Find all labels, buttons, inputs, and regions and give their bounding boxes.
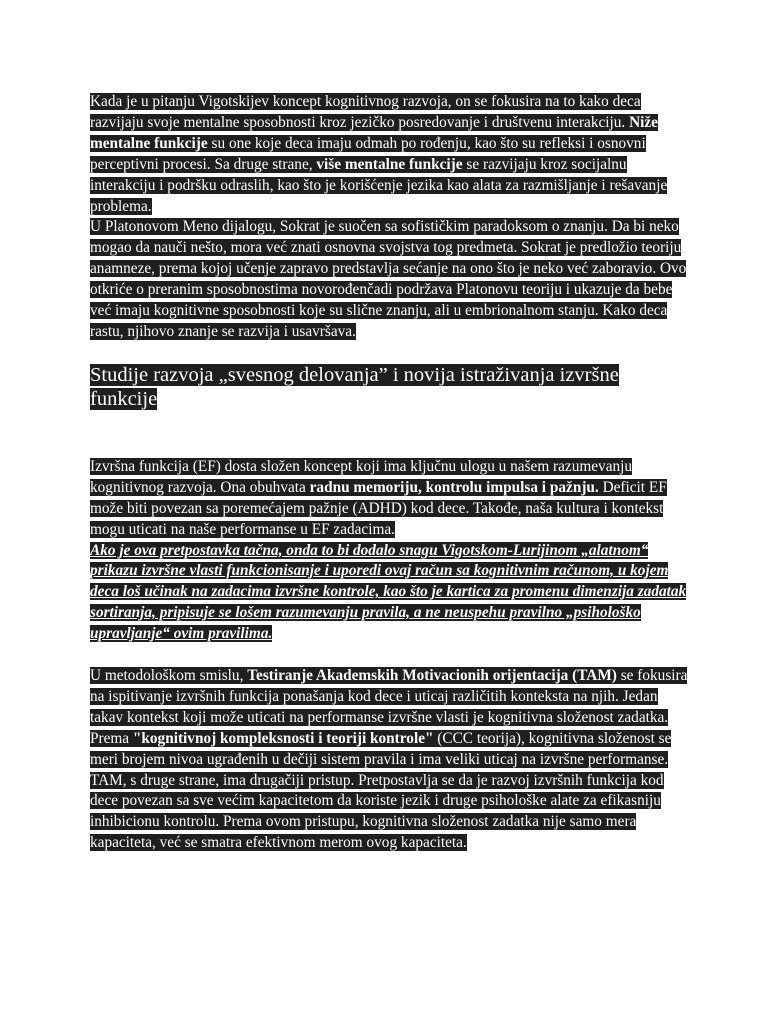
paragraph-vygotsky-luria-hypothesis <box>90 541 690 646</box>
bold-term-tam: Testiranje Akademskih Motivacionih orijentacija (TAM) <box>247 667 617 685</box>
text-run: TAM, s druge strane, ima drugačiji pristup. Pretpostavlja se da je razvoj izvršnih funkcija kod dece povezan sa sve većim kapacitetom da koriste jezik i druge psihološke alate za efikasniju inhibicionu kontrolu. Prema ovom pristupu, kognitivna složenost zadatka nije samo mera kapaciteta, već se smatra efektivnom merom ovog kapaciteta. <box>90 771 664 852</box>
paragraph-tam-methodology <box>90 666 690 771</box>
text-run: Kada je u pitanju Vigotskijev koncept kognitivnog razvoja, on se fokusira na to kako deca razvijaju svoje mentalne sposobnosti kroz jezičko posredovanje i društvenu interakciju. <box>90 93 641 131</box>
emphasized-text: Ako je ova pretpostavka tačna, onda to bi dodalo snagu Vigotskom-Lurijinom „alatnom“ prikazu izvršne vlasti funkcionisanje i uporedi ovaj račun sa kognitivnim računom, u kojem deca loš učinak na zadacima izvršne kontrole, kao što je kartica za promenu dimenzija zadatak sortiranja, pripisuje se lošem razumevanju pravila, a ne neuspehu pravilno „psihološko upravljanje“ ovim pravilima. <box>90 541 687 643</box>
text-run: U metodološkom smislu, <box>90 667 248 685</box>
bold-term-working-memory: radnu memoriju, kontrolu impulsa i pažnju. <box>309 478 599 496</box>
text-run: Izvršna funkcija (EF) dosta složen koncept koji ima ključnu ulogu u našem razumevanju kognitivnog razvoja. Ona obuhvata <box>90 457 633 496</box>
text-run: se razvijaju kroz socijalnu interakciju i podršku odraslih, kao što je korišćenje jezika kao alata za razmišljanje i rešavanje problema. <box>90 155 668 215</box>
paragraph-executive-function <box>90 457 690 541</box>
paragraph-plato-meno <box>90 217 690 342</box>
text-run: (CCC teorija), kognitivna složenost se meri brojem nivoa ugrađenih u dečiji sistem pravila i ima veliki uticaj na izvršne performanse. <box>90 729 672 768</box>
heading-text: Studije razvoja „svesnog delovanja” i novija istraživanja izvršne funkcije <box>90 363 619 410</box>
document-body <box>90 92 690 854</box>
text-run: Deficit EF može biti povezan sa poremećajem pažnje (ADHD) kod dece. Takođe, naša kultura i kontekst mogu uticati na naše performanse u EF zadacima. <box>90 478 667 538</box>
spacer <box>90 411 690 457</box>
text-run: U Platonovom Meno dijalogu, Sokrat je suočen sa sofističkim paradoksom o znanju. Da bi neko mogao da nauči nešto, mora već znati osnovna svojstva tog predmeta. Sokrat je predložio teoriju anamneze, prema kojoj učenje zapravo predstavlja sećanje na ono što je neko već zaboravio. Ovo otkriće o preranim sposobnostima novorođenčadi podržava Platonovu teoriju i ukazuje da bebe već imaju kognitivne sposobnosti koje su slične znanju, ali u embrionalnom stanju. Kako deca rastu, njihovo znanje se razvija i usavršava. <box>90 218 687 340</box>
paragraph-tam-approach <box>90 771 690 855</box>
text-run: se fokusira na ispitivanje izvršnih funkcija ponašanja kod dece i uticaj različitih konteksta na njih. Jedan takav kontekst koji može uticati na performanse izvršne vlasti je kognitivna složenost zadatka. Prema <box>90 667 688 747</box>
text-run: su one koje deca imaju odmah po rođenju, kao što su refleksi i osnovni perceptivni procesi. Sa druge strane, <box>90 134 646 173</box>
spacer <box>90 645 690 666</box>
bold-term-ccc-theory: "kognitivnoj kompleksnosti i teoriji kontrole" <box>132 729 434 747</box>
paragraph-vygotsky <box>90 92 690 217</box>
bold-term-lower-functions: Niže mentalne funkcije <box>90 113 658 152</box>
section-heading <box>90 363 690 411</box>
bold-term-higher-functions: više mentalne funkcije <box>316 155 463 173</box>
